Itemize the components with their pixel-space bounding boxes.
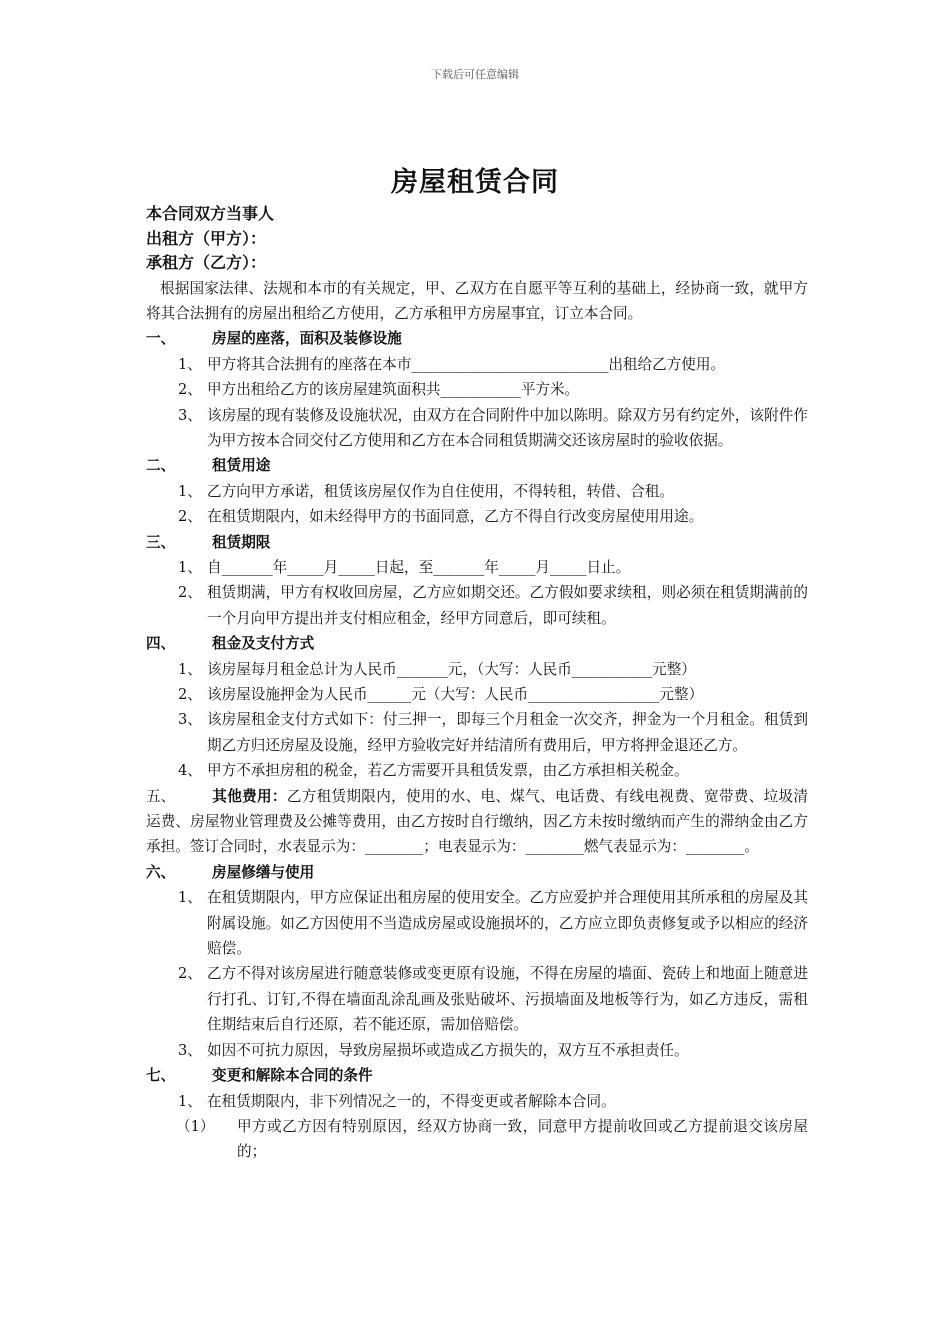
clause-item (146, 758, 808, 783)
section-heading: 租金及支付方式 (212, 635, 315, 653)
clause-text: 甲方将其合法拥有的座落在本市___________________________出租给乙方使用。 (207, 355, 726, 373)
contract-title: 房屋租赁合同 (391, 167, 559, 198)
clause-text: 该房屋的现有装修及设施状况，由双方在合同附件中加以陈明。除双方另有约定外，该附件作为甲方按本合同交付乙方使用和乙方在本合同租赁期满交还该房屋时的验收依据。 (207, 406, 808, 449)
section-header (146, 631, 808, 656)
clause-number: 1、 (178, 660, 202, 678)
clause-item (146, 580, 808, 631)
section-number: 二、 (146, 457, 176, 475)
clause-item (146, 1089, 808, 1114)
clause-item (146, 377, 808, 402)
clause-number: 3、 (178, 406, 202, 424)
clause-text: 自_______年_____月_____日起，至_______年_____月_____日止。 (207, 558, 631, 576)
clause-text: 在租赁期限内，如未经得甲方的书面同意，乙方不得自行改变房屋使用用途。 (207, 508, 704, 526)
section-heading: 房屋的座落，面积及装修设施 (212, 330, 402, 348)
clause-number: 2、 (178, 584, 202, 602)
section-heading: 房屋修缮与使用 (212, 863, 315, 881)
section-text: 乙方租赁期限内，使用的水、电、煤气、电话费、有线电视费、宽带费、垃圾清运费、房屋物业管理费及公摊等费用，由乙方按时自行缴纳，因乙方未按时缴纳而产生的滞纳金由乙方承担。签订合同时，水表显示为：________；电表显示为：________燃气表显示为：________。 (146, 787, 808, 856)
clause-number: 3、 (178, 711, 202, 729)
clause-text: 乙方向甲方承诺，租赁该房屋仅作为自住使用，不得转租，转借、合租。 (207, 482, 675, 500)
clause-number: 2、 (178, 381, 202, 399)
sub-clause-item (146, 1114, 808, 1165)
parties-heading: 本合同双方当事人 (146, 204, 275, 223)
clause-number: 1、 (178, 558, 202, 576)
section-heading: 租赁用途 (212, 457, 271, 475)
clause-number: 4、 (178, 762, 202, 780)
contract-body (146, 202, 808, 1165)
clause-item (146, 682, 808, 707)
clause-item (146, 707, 808, 758)
clause-item (146, 504, 808, 529)
section-header (146, 326, 808, 351)
clause-text: 甲方出租给乙方的该房屋建筑面积共___________平方米。 (207, 381, 580, 399)
section-number: 五、 (146, 787, 176, 805)
sub-clause-text: 甲方或乙方因有特别原因，经双方协商一致，同意甲方提前收回或乙方提前退交该房屋的； (237, 1117, 808, 1161)
clause-text: 甲方不承担房租的税金，若乙方需要开具租赁发票，由乙方承担相关税金。 (207, 762, 689, 780)
lessor-line: 出租方（甲方）： (146, 228, 267, 248)
clause-item (146, 885, 808, 961)
sections-group-a (146, 326, 808, 783)
section-header (146, 530, 808, 555)
section-header (146, 1063, 808, 1088)
clause-text: 该房屋设施押金为人民币______元（大写：人民币__________________元整） (207, 686, 704, 703)
clause-number: 2、 (178, 508, 202, 526)
clause-text: 如因不可抗力原因，导致房屋损坏或造成乙方损失的，双方互不承担责任。 (207, 1041, 689, 1059)
section-header (146, 860, 808, 885)
section-5 (146, 784, 808, 860)
sub-clause-number: （1） (176, 1117, 215, 1135)
clause-text: 在租赁期限内，甲方应保证出租房屋的使用安全。乙方应爱护并合理使用其所承租的房屋及其附属设施。如乙方因使用不当造成房屋或设施损坏的，乙方应立即负责修复或予以相应的经济赔偿。 (207, 889, 808, 958)
intro-paragraph: 根据国家法律、法规和本市的有关规定，甲、乙双方在自愿平等互利的基础上，经协商一致，就甲方将其合法拥有的房屋出租给乙方使用，乙方承租甲方房屋事宜，订立本合同。 (146, 279, 808, 322)
clause-text: 租赁期满，甲方有权收回房屋，乙方应如期交还。乙方假如要求续租，则必须在租赁期满前的一个月向甲方提出并支付相应租金，经甲方同意后，即可续租。 (207, 584, 808, 627)
section-number: 七、 (146, 1067, 176, 1085)
clause-item (146, 352, 808, 377)
clause-number: 1、 (178, 355, 202, 373)
header-note: 下载后可任意编辑 (431, 68, 519, 81)
clause-text: 乙方不得对该房屋进行随意装修或变更原有设施，不得在房屋的墙面、瓷砖上和地面上随意进行打孔、订钉,不得在墙面乱涂乱画及张贴破坏、污损墙面及地板等行为，如乙方违反，需租住期结束后自行还原，若不能还原，需加倍赔偿。 (207, 965, 808, 1034)
section-number: 六、 (146, 863, 176, 881)
section-number: 一、 (146, 330, 176, 348)
clause-number: 1、 (178, 482, 202, 500)
clause-item (146, 1038, 808, 1063)
sections-group-b (146, 860, 808, 1165)
lessee-line: 承租方（乙方）： (146, 253, 267, 272)
clause-item (146, 555, 808, 580)
clause-number: 1、 (178, 889, 202, 907)
section-heading: 变更和解除本合同的条件 (212, 1067, 373, 1085)
clause-number: 3、 (178, 1041, 202, 1059)
clause-number: 2、 (178, 686, 202, 703)
section-number: 三、 (146, 533, 176, 551)
section-header (146, 453, 808, 478)
clause-item (146, 961, 808, 1037)
clause-item (146, 403, 808, 454)
section-heading: 租赁期限 (212, 533, 271, 551)
clause-number: 2、 (178, 965, 202, 983)
section-number: 四、 (146, 635, 176, 653)
clause-item (146, 657, 808, 682)
clause-text: 该房屋租金支付方式如下：付三押一，即每三个月租金一次交齐，押金为一个月租金。租赁到期乙方归还房屋及设施，经甲方验收完好并结清所有费用后，甲方将押金退还乙方。 (207, 711, 808, 754)
clause-item (146, 479, 808, 504)
clause-text: 在租赁期限内，非下列情况之一的，不得变更或者解除本合同。 (207, 1092, 616, 1110)
clause-text: 该房屋每月租金总计为人民币_______元，（大写：人民币___________元整） (207, 660, 696, 678)
section-heading: 其他费用： (212, 787, 287, 805)
clause-number: 1、 (178, 1092, 202, 1110)
